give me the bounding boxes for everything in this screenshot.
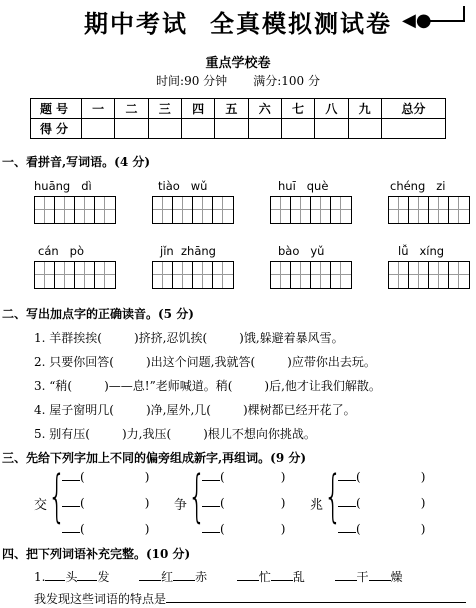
writing-grid[interactable] <box>34 196 116 224</box>
base-char: 争 <box>174 498 188 513</box>
score-col: 七 <box>281 99 314 119</box>
score-col: 六 <box>248 99 281 119</box>
subtitle: 重点学校卷 <box>205 56 271 71</box>
score-col: 一 <box>82 99 115 119</box>
title-arrow-icon: ◀● <box>402 10 432 31</box>
score-col: 四 <box>181 99 214 119</box>
question-line: 3. “稍( )——息!”老师喊道。稍( )后,他才让我们解散。 <box>34 379 381 393</box>
score-col: 总分 <box>381 99 445 119</box>
question-line: 4. 屋子窗明几( )净,屋外,几( )棵树都已经开花了。 <box>34 403 356 417</box>
score-table-score-row <box>31 119 446 139</box>
writing-grid[interactable] <box>152 196 234 224</box>
exam-time: 时间:90 分钟 <box>156 74 228 88</box>
feature-line: 我发现这些词语的特点是 <box>34 590 466 607</box>
score-cell[interactable] <box>281 119 314 139</box>
base-char: 兆 <box>310 498 324 513</box>
section2-title: 二、写出加点字的正确读音。(5 分) <box>2 307 194 321</box>
score-col: 八 <box>315 99 348 119</box>
pinyin: bào yǔ <box>278 244 325 258</box>
title-decoration-line <box>424 20 464 22</box>
writing-grid[interactable] <box>270 196 352 224</box>
score-table <box>30 98 446 139</box>
writing-grid[interactable] <box>152 261 234 289</box>
section4-title: 四、把下列词语补充完整。(10 分) <box>2 547 191 561</box>
score-table-row1-label: 题号 <box>31 99 82 119</box>
answer-line[interactable]: ( ) <box>202 496 285 510</box>
brace-icon: { <box>324 464 342 529</box>
score-cell[interactable] <box>381 119 445 139</box>
feature-answer-line[interactable] <box>166 602 466 603</box>
score-cell[interactable] <box>248 119 281 139</box>
fill-line: 1. 头 发 红 赤 忙 乱 干 燥 <box>34 570 403 584</box>
section1-title: 一、看拼音,写词语。(4 分) <box>2 155 151 169</box>
score-table-row2-label: 得分 <box>31 119 82 139</box>
answer-line[interactable]: ( ) <box>338 470 425 484</box>
answer-line[interactable]: ( ) <box>62 496 149 510</box>
score-cell[interactable] <box>115 119 148 139</box>
score-cell[interactable] <box>348 119 381 139</box>
question-line: 2. 只要你回答( )出这个问题,我就答( )应带你出去玩。 <box>34 355 376 369</box>
brace-icon: { <box>48 464 66 529</box>
score-cell[interactable] <box>215 119 248 139</box>
section3-title: 三、先给下列字加上不同的偏旁组成新字,再组词。(9 分) <box>2 451 307 465</box>
answer-line[interactable]: ( ) <box>202 470 285 484</box>
pinyin: chéng zi <box>390 179 446 193</box>
score-cell[interactable] <box>82 119 115 139</box>
base-char: 交 <box>34 498 48 513</box>
writing-grid[interactable] <box>270 261 352 289</box>
score-col: 三 <box>148 99 181 119</box>
question-line: 5. 别有压( )力,我压( )根儿不想向你挑战。 <box>34 427 316 441</box>
answer-line[interactable]: ( ) <box>62 470 149 484</box>
brace-icon: { <box>188 464 206 529</box>
answer-line[interactable]: ( ) <box>338 522 425 536</box>
exam-meta <box>0 72 476 89</box>
score-cell[interactable] <box>148 119 181 139</box>
score-col: 五 <box>215 99 248 119</box>
question-line: 1. 羊群挨挨( )挤挤,忍饥挨( )饿,躲避着暴风雪。 <box>34 331 344 345</box>
title-part2: 全真模拟测试卷 <box>210 9 392 38</box>
pinyin: lǚ xíng <box>398 244 445 258</box>
title-decoration-mark <box>463 6 465 22</box>
answer-line[interactable]: ( ) <box>338 496 425 510</box>
pinyin: jǐn zhāng <box>160 244 216 258</box>
writing-grid[interactable] <box>34 261 116 289</box>
pinyin: huāng dì <box>34 179 92 193</box>
writing-grid[interactable] <box>388 196 470 224</box>
pinyin: huī què <box>278 179 329 193</box>
score-cell[interactable] <box>181 119 214 139</box>
title-part1: 期中考试 <box>84 9 188 38</box>
pinyin: cán pò <box>38 244 84 258</box>
writing-grid[interactable] <box>388 261 470 289</box>
score-cell[interactable] <box>315 119 348 139</box>
answer-line[interactable]: ( ) <box>202 522 285 536</box>
score-col: 二 <box>115 99 148 119</box>
score-col: 九 <box>348 99 381 119</box>
exam-full-score: 满分:100 分 <box>253 74 320 88</box>
pinyin: tiào wǔ <box>158 179 208 193</box>
answer-line[interactable]: ( ) <box>62 522 149 536</box>
score-table-header-row <box>31 99 446 119</box>
